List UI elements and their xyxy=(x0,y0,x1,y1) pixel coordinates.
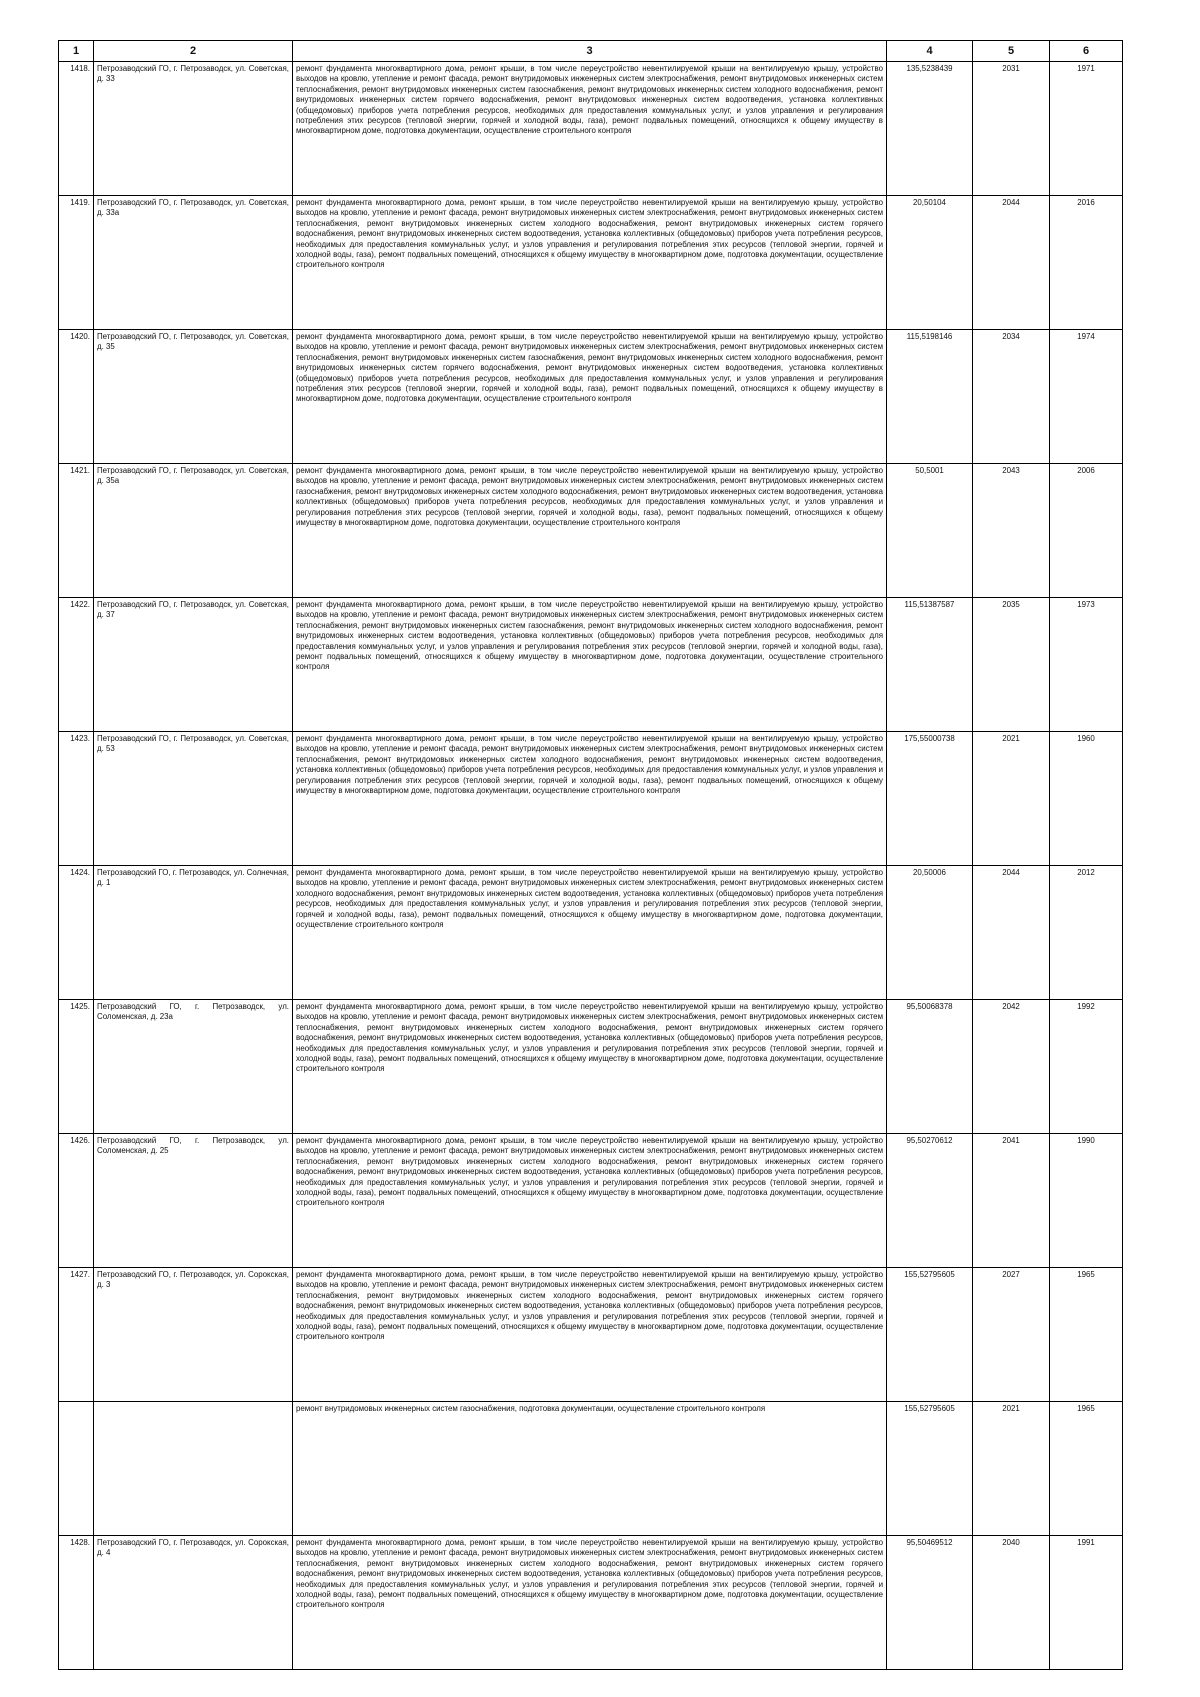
row-number: 1425. xyxy=(59,1000,94,1134)
works-cell: ремонт фундамента многоквартирного дома, ремонт крыши, в том числе переустройство невентилируемой крыши на вентилируемую крышу, устройство выходов на кровлю, утепление и ремонт фасада, ремонт внутридомовых инженерных систем электроснабжения, ремонт внутридомовых инженерных систем теплоснабжения, ремонт внутридомовых инженерных систем холодного водоснабжения, ремонт внутридомовых инженерных систем водоотведения, установка коллективных (общедомовых) приборов учета потребления ресурсов, необходимых для предоставления коммунальных услуг, и узлов управления и регулирования потребления этих ресурсов (тепловой энергии, горячей и холодной воды, газа), ремонт подвальных помещений, относящихся к общему имуществу в многоквартирном доме, подготовка документации, осуществление строительного контроля xyxy=(293,732,887,866)
works-cell: ремонт фундамента многоквартирного дома, ремонт крыши, в том числе переустройство невентилируемой крыши на вентилируемую крышу, устройство выходов на кровлю, утепление и ремонт фасада, ремонт внутридомовых инженерных систем электроснабжения, ремонт внутридомовых инженерных систем теплоснабжения, ремонт внутридомовых инженерных систем холодного водоснабжения, ремонт внутридомовых инженерных систем горячего водоснабжения, ремонт внутридомовых инженерных систем водоотведения, установка коллективных (общедомовых) приборов учета потребления ресурсов, необходимых для предоставления коммунальных услуг, и узлов управления и регулирования потребления этих ресурсов (тепловой энергии, горячей и холодной воды, газа), ремонт подвальных помещений, относящихся к общему имуществу в многоквартирном доме, подготовка документации, осуществление строительного контроля xyxy=(293,1000,887,1134)
built-year-cell: 1965 xyxy=(1050,1402,1123,1536)
table-row xyxy=(59,196,1123,330)
built-year-cell: 1991 xyxy=(1050,1536,1123,1670)
table-row xyxy=(59,62,1123,196)
built-year-cell: 2016 xyxy=(1050,196,1123,330)
header-col-1: 1 xyxy=(59,41,94,62)
address-cell xyxy=(94,1402,293,1536)
planned-year-cell: 2040 xyxy=(973,1536,1050,1670)
cost-cell: 95,50270612 xyxy=(887,1134,973,1268)
built-year-cell: 1974 xyxy=(1050,330,1123,464)
works-cell: ремонт фундамента многоквартирного дома, ремонт крыши, в том числе переустройство невентилируемой крыши на вентилируемую крышу, устройство выходов на кровлю, утепление и ремонт фасада, ремонт внутридомовых инженерных систем электроснабжения, ремонт внутридомовых инженерных систем теплоснабжения, ремонт внутридомовых инженерных систем холодного водоснабжения, ремонт внутридомовых инженерных систем горячего водоснабжения, ремонт внутридомовых инженерных систем водоотведения, установка коллективных (общедомовых) приборов учета потребления ресурсов, необходимых для предоставления коммунальных услуг, и узлов управления и регулирования потребления этих ресурсов (тепловой энергии, горячей и холодной воды, газа), ремонт подвальных помещений, относящихся к общему имуществу в многоквартирном доме, подготовка документации, осуществление строительного контроля xyxy=(293,1134,887,1268)
planned-year-cell: 2027 xyxy=(973,1268,1050,1402)
cost-cell: 155,52795605 xyxy=(887,1268,973,1402)
planned-year-cell: 2044 xyxy=(973,196,1050,330)
table-row xyxy=(59,598,1123,732)
planned-year-cell: 2043 xyxy=(973,464,1050,598)
cost-cell: 95,50068378 xyxy=(887,1000,973,1134)
built-year-cell: 1992 xyxy=(1050,1000,1123,1134)
built-year-cell: 2006 xyxy=(1050,464,1123,598)
table-row xyxy=(59,866,1123,1000)
table-row xyxy=(59,464,1123,598)
table-row xyxy=(59,732,1123,866)
row-number: 1422. xyxy=(59,598,94,732)
works-cell: ремонт фундамента многоквартирного дома, ремонт крыши, в том числе переустройство невентилируемой крыши на вентилируемую крышу, устройство выходов на кровлю, утепление и ремонт фасада, ремонт внутридомовых инженерных систем электроснабжения, ремонт внутридомовых инженерных систем теплоснабжения, ремонт внутридомовых инженерных систем холодного водоснабжения, ремонт внутридомовых инженерных систем горячего водоснабжения, ремонт внутридомовых инженерных систем водоотведения, установка коллективных (общедомовых) приборов учета потребления ресурсов, необходимых для предоставления коммунальных услуг, и узлов управления и регулирования потребления этих ресурсов (тепловой энергии, горячей и холодной воды, газа), ремонт подвальных помещений, относящихся к общему имуществу в многоквартирном доме, подготовка документации, осуществление строительного контроля xyxy=(293,1536,887,1670)
cost-cell: 175,55000738 xyxy=(887,732,973,866)
works-cell: ремонт фундамента многоквартирного дома, ремонт крыши, в том числе переустройство невентилируемой крыши на вентилируемую крышу, устройство выходов на кровлю, утепление и ремонт фасада, ремонт внутридомовых инженерных систем электроснабжения, ремонт внутридомовых инженерных систем теплоснабжения, ремонт внутридомовых инженерных систем холодного водоснабжения, ремонт внутридомовых инженерных систем горячего водоснабжения, ремонт внутридомовых инженерных систем водоотведения, установка коллективных (общедомовых) приборов учета потребления ресурсов, необходимых для предоставления коммунальных услуг, и узлов управления и регулирования потребления этих ресурсов (тепловой энергии, горячей и холодной воды, газа), ремонт подвальных помещений, относящихся к общему имуществу в многоквартирном доме, подготовка документации, осуществление строительного контроля xyxy=(293,1268,887,1402)
table-row xyxy=(59,1268,1123,1402)
row-number: 1421. xyxy=(59,464,94,598)
works-cell: ремонт внутридомовых инженерных систем газоснабжения, подготовка документации, осуществление строительного контроля xyxy=(293,1402,887,1536)
row-number: 1428. xyxy=(59,1536,94,1670)
cost-cell: 115,51387587 xyxy=(887,598,973,732)
cost-cell: 155,52795605 xyxy=(887,1402,973,1536)
table-row xyxy=(59,1536,1123,1670)
planned-year-cell: 2021 xyxy=(973,1402,1050,1536)
works-cell: ремонт фундамента многоквартирного дома, ремонт крыши, в том числе переустройство невентилируемой крыши на вентилируемую крышу, устройство выходов на кровлю, утепление и ремонт фасада, ремонт внутридомовых инженерных систем электроснабжения, ремонт внутридомовых инженерных систем газоснабжения, ремонт внутридомовых инженерных систем холодного водоснабжения, ремонт внутридомовых инженерных систем водоотведения, установка коллективных (общедомовых) приборов учета потребления ресурсов, необходимых для предоставления коммунальных услуг, и узлов управления и регулирования потребления этих ресурсов (тепловой энергии, горячей и холодной воды, газа), ремонт подвальных помещений, относящихся к общему имуществу в многоквартирном доме, подготовка документации, осуществление строительного контроля xyxy=(293,464,887,598)
cost-cell: 95,50469512 xyxy=(887,1536,973,1670)
row-number: 1419. xyxy=(59,196,94,330)
planned-year-cell: 2044 xyxy=(973,866,1050,1000)
works-cell: ремонт фундамента многоквартирного дома, ремонт крыши, в том числе переустройство невентилируемой крыши на вентилируемую крышу, устройство выходов на кровлю, утепление и ремонт фасада, ремонт внутридомовых инженерных систем электроснабжения, ремонт внутридомовых инженерных систем холодного водоснабжения, ремонт внутридомовых инженерных систем водоотведения, установка коллективных (общедомовых) приборов учета потребления ресурсов, необходимых для предоставления коммунальных услуг, и узлов управления и регулирования потребления этих ресурсов (тепловой энергии, горячей и холодной воды, газа), ремонт подвальных помещений, относящихся к общему имуществу в многоквартирном доме, подготовка документации, осуществление строительного контроля xyxy=(293,866,887,1000)
address-cell: Петрозаводский ГО, г. Петрозаводск, ул. Соломенская, д. 23а xyxy=(94,1000,293,1134)
planned-year-cell: 2021 xyxy=(973,732,1050,866)
cost-cell: 50,5001 xyxy=(887,464,973,598)
planned-year-cell: 2034 xyxy=(973,330,1050,464)
planned-year-cell: 2031 xyxy=(973,62,1050,196)
works-cell: ремонт фундамента многоквартирного дома, ремонт крыши, в том числе переустройство невентилируемой крыши на вентилируемую крышу, устройство выходов на кровлю, утепление и ремонт фасада, ремонт внутридомовых инженерных систем электроснабжения, ремонт внутридомовых инженерных систем теплоснабжения, ремонт внутридомовых инженерных систем газоснабжения, ремонт внутридомовых инженерных систем холодного водоснабжения, ремонт внутридомовых инженерных систем водоотведения, установка коллективных (общедомовых) приборов учета потребления ресурсов, необходимых для предоставления коммунальных услуг, и узлов управления и регулирования потребления этих ресурсов (тепловой энергии, горячей и холодной воды, газа), ремонт подвальных помещений, относящихся к общему имуществу в многоквартирном доме, подготовка документации, осуществление строительного контроля xyxy=(293,598,887,732)
built-year-cell: 1973 xyxy=(1050,598,1123,732)
cost-cell: 135,5238439 xyxy=(887,62,973,196)
built-year-cell: 1960 xyxy=(1050,732,1123,866)
row-number: 1423. xyxy=(59,732,94,866)
planned-year-cell: 2035 xyxy=(973,598,1050,732)
row-number xyxy=(59,1402,94,1536)
address-cell: Петрозаводский ГО, г. Петрозаводск, ул. Сорокская, д. 4 xyxy=(94,1536,293,1670)
table-row xyxy=(59,1402,1123,1536)
row-number: 1427. xyxy=(59,1268,94,1402)
header-col-5: 5 xyxy=(973,41,1050,62)
cost-cell: 20,50104 xyxy=(887,196,973,330)
header-col-6: 6 xyxy=(1050,41,1123,62)
built-year-cell: 1965 xyxy=(1050,1268,1123,1402)
address-cell: Петрозаводский ГО, г. Петрозаводск, ул. Советская, д. 35а xyxy=(94,464,293,598)
address-cell: Петрозаводский ГО, г. Петрозаводск, ул. Солнечная, д. 1 xyxy=(94,866,293,1000)
built-year-cell: 1990 xyxy=(1050,1134,1123,1268)
address-cell: Петрозаводский ГО, г. Петрозаводск, ул. Соломенская, д. 25 xyxy=(94,1134,293,1268)
works-cell: ремонт фундамента многоквартирного дома, ремонт крыши, в том числе переустройство невентилируемой крыши на вентилируемую крышу, устройство выходов на кровлю, утепление и ремонт фасада, ремонт внутридомовых инженерных систем электроснабжения, ремонт внутридомовых инженерных систем теплоснабжения, ремонт внутридомовых инженерных систем холодного водоснабжения, ремонт внутридомовых инженерных систем горячего водоснабжения, ремонт внутридомовых инженерных систем водоотведения, установка коллективных (общедомовых) приборов учета потребления ресурсов, необходимых для предоставления коммунальных услуг, и узлов управления и регулирования потребления этих ресурсов (тепловой энергии, горячей и холодной воды, газа), ремонт подвальных помещений, относящихся к общему имуществу в многоквартирном доме, подготовка документации, осуществление строительного контроля xyxy=(293,196,887,330)
works-cell: ремонт фундамента многоквартирного дома, ремонт крыши, в том числе переустройство невентилируемой крыши на вентилируемую крышу, устройство выходов на кровлю, утепление и ремонт фасада, ремонт внутридомовых инженерных систем электроснабжения, ремонт внутридомовых инженерных систем теплоснабжения, ремонт внутридомовых инженерных систем газоснабжения, ремонт внутридомовых инженерных систем холодного водоснабжения, ремонт внутридомовых инженерных систем горячего водоснабжения, ремонт внутридомовых инженерных систем водоотведения, установка коллективных (общедомовых) приборов учета потребления ресурсов, необходимых для предоставления коммунальных услуг, и узлов управления и регулирования потребления этих ресурсов (тепловой энергии, горячей и холодной воды, газа), ремонт подвальных помещений, относящихся к общему имуществу в многоквартирном доме, подготовка документации, осуществление строительного контроля xyxy=(293,330,887,464)
planned-year-cell: 2041 xyxy=(973,1134,1050,1268)
built-year-cell: 2012 xyxy=(1050,866,1123,1000)
address-cell: Петрозаводский ГО, г. Петрозаводск, ул. Советская, д. 33 xyxy=(94,62,293,196)
cost-cell: 20,50006 xyxy=(887,866,973,1000)
row-number: 1418. xyxy=(59,62,94,196)
address-cell: Петрозаводский ГО, г. Петрозаводск, ул. Советская, д. 35 xyxy=(94,330,293,464)
works-cell: ремонт фундамента многоквартирного дома, ремонт крыши, в том числе переустройство невентилируемой крыши на вентилируемую крышу, устройство выходов на кровлю, утепление и ремонт фасада, ремонт внутридомовых инженерных систем электроснабжения, ремонт внутридомовых инженерных систем теплоснабжения, ремонт внутридомовых инженерных систем газоснабжения, ремонт внутридомовых инженерных систем холодного водоснабжения, ремонт внутридомовых инженерных систем горячего водоснабжения, ремонт внутридомовых инженерных систем водоотведения, установка коллективных (общедомовых) приборов учета потребления ресурсов, необходимых для предоставления коммунальных услуг, и узлов управления и регулирования потребления этих ресурсов (тепловой энергии, горячей и холодной воды, газа), ремонт подвальных помещений, относящихся к общему имуществу в многоквартирном доме, подготовка документации, осуществление строительного контроля xyxy=(293,62,887,196)
table-body xyxy=(59,62,1123,1670)
header-col-4: 4 xyxy=(887,41,973,62)
planned-year-cell: 2042 xyxy=(973,1000,1050,1134)
cost-cell: 115,5198146 xyxy=(887,330,973,464)
address-cell: Петрозаводский ГО, г. Петрозаводск, ул. Сорокская, д. 3 xyxy=(94,1268,293,1402)
header-col-2: 2 xyxy=(94,41,293,62)
header-row xyxy=(59,41,1123,62)
address-cell: Петрозаводский ГО, г. Петрозаводск, ул. Советская, д. 37 xyxy=(94,598,293,732)
row-number: 1424. xyxy=(59,866,94,1000)
row-number: 1420. xyxy=(59,330,94,464)
address-cell: Петрозаводский ГО, г. Петрозаводск, ул. Советская, д. 33а xyxy=(94,196,293,330)
register-table xyxy=(58,40,1123,1670)
row-number: 1426. xyxy=(59,1134,94,1268)
table-row xyxy=(59,1000,1123,1134)
table-row xyxy=(59,330,1123,464)
table-row xyxy=(59,1134,1123,1268)
built-year-cell: 1971 xyxy=(1050,62,1123,196)
address-cell: Петрозаводский ГО, г. Петрозаводск, ул. Советская, д. 53 xyxy=(94,732,293,866)
header-col-3: 3 xyxy=(293,41,887,62)
